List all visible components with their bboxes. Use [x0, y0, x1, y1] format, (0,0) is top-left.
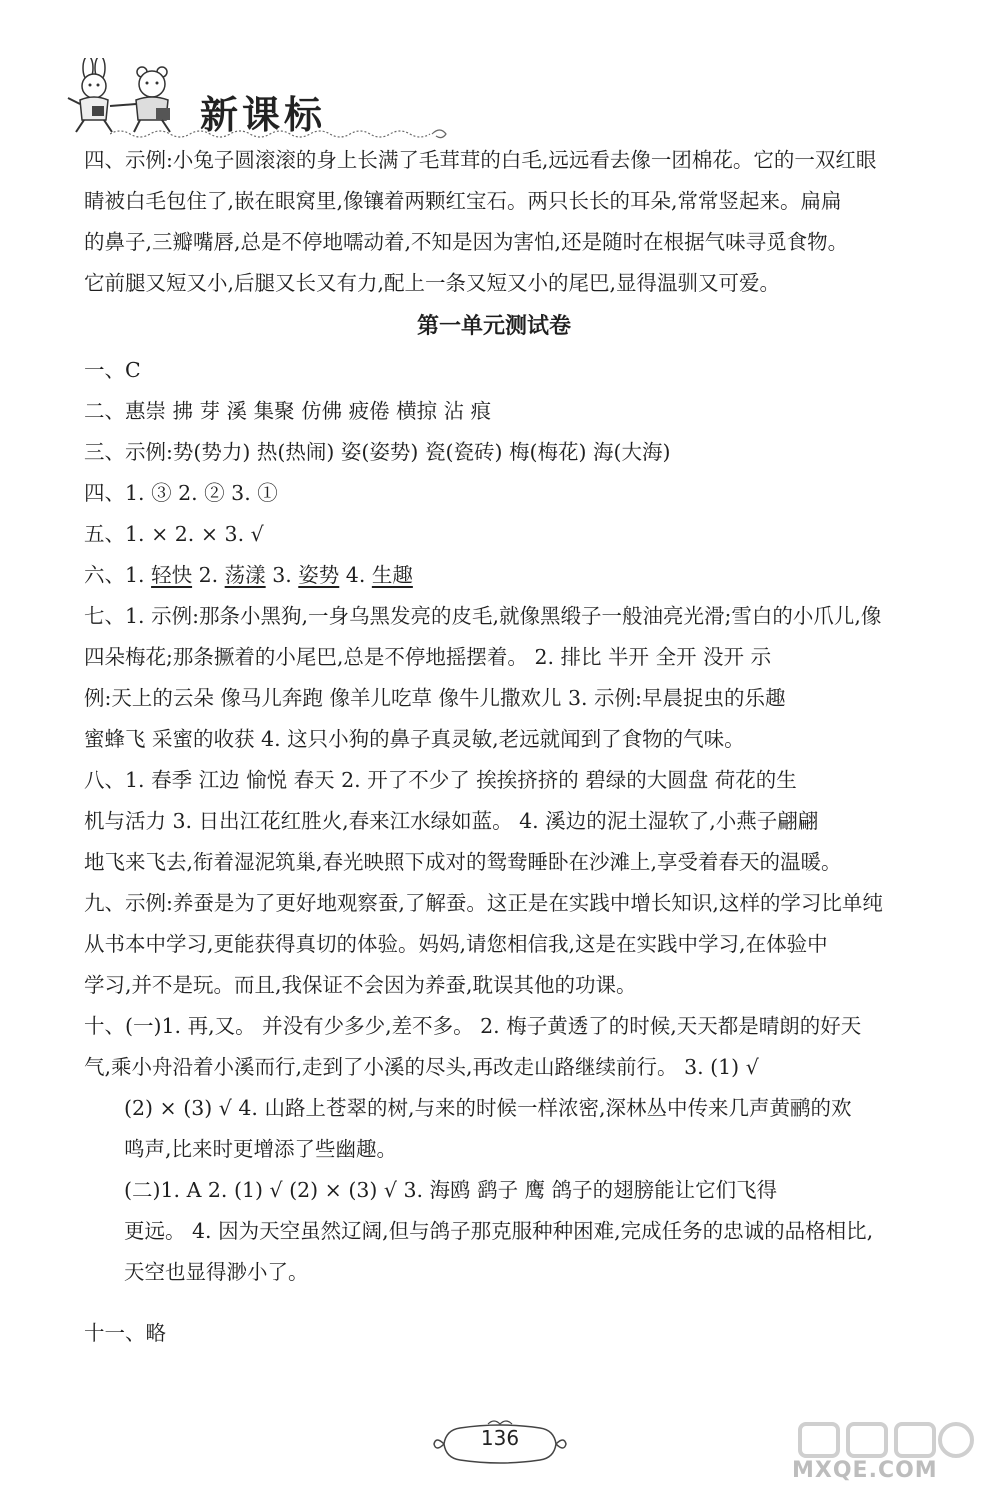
answer-q10a-line: 气,乘小舟沿着小溪而行,走到了小溪的尽头,再改走山路继续前行。 3. (1) √	[84, 1055, 759, 1079]
intro-line: 睛被白毛包住了,嵌在眼窝里,像镶着两颗红宝石。两只长长的耳朵,常常竖起来。扁扁	[84, 189, 842, 213]
intro-line: 的鼻子,三瓣嘴唇,总是不停地嚅动着,不知是因为害怕,还是随时在根据气味寻觅食物。	[84, 230, 849, 254]
q6-sep-3: 3.	[265, 563, 299, 587]
spacer	[84, 1293, 904, 1313]
answer-q11: 十一、略	[84, 1321, 166, 1345]
answer-q10b-line: 更远。 4. 因为天空虽然辽阔,但与鸽子那克服种种困难,完成任务的忠诚的品格相比,	[124, 1219, 874, 1243]
answer-q10b-line: (二)1. A 2. (1) √ (2) × (3) √ 3. 海鸥 鹞子 鹰 鸽子的翅膀能让它们飞得	[124, 1178, 778, 1202]
q6-prefix: 六、1.	[84, 563, 152, 587]
answer-q10a-line: 鸣声,比来时更增添了些幽趣。	[124, 1137, 398, 1161]
page-header	[40, 50, 460, 140]
answer-q8-line: 地飞来飞去,衔着湿泥筑巢,春光映照下成对的鸳鸯睡卧在沙滩上,享受着春天的温暖。	[84, 850, 842, 874]
intro-line: 它前腿又短又小,后腿又长又有力,配上一条又短又小的尾巴,显得温驯又可爱。	[84, 271, 781, 295]
answer-q8-line: 机与活力 3. 日出江花红胜火,春来江水绿如蓝。 4. 溪边的泥土湿软了,小燕子翩翩	[84, 809, 819, 833]
watermark-logo-icon	[790, 1420, 980, 1460]
answer-q9-line: 学习,并不是玩。而且,我保证不会因为养蚕,耽误其他的功课。	[84, 973, 637, 997]
answer-q5: 五、1. × 2. × 3. √	[84, 522, 264, 546]
answer-q10a-line: 十、(一)1. 再,又。 并没有少多少,差不多。 2. 梅子黄透了的时候,天天都是晴朗的好天	[84, 1014, 862, 1038]
answer-q3: 三、示例:势(势力) 热(热闹) 姿(姿势) 瓷(瓷砖) 梅(梅花) 海(大海)	[84, 440, 671, 464]
q6-word-2: 荡漾	[224, 563, 266, 587]
page-number-badge	[430, 1418, 570, 1468]
answer-q7-line: 七、1. 示例:那条小黑狗,一身乌黑发亮的皮毛,就像黑缎子一般油亮光滑;雪白的小爪儿,像	[84, 604, 882, 628]
intro-line: 四、示例:小兔子圆滚滚的身上长满了毛茸茸的白毛,远远看去像一团棉花。它的一双红眼	[84, 148, 877, 172]
watermark-text: MXQE.COM	[792, 1458, 938, 1483]
answer-q8-line: 八、1. 春季 江边 愉悦 春天 2. 开了不少了 挨挨挤挤的 碧绿的大圆盘 荷花的生	[84, 768, 797, 792]
brand-title: 新课标	[200, 93, 327, 137]
section-title: 第一单元测试卷	[416, 314, 571, 339]
answer-q10b-line: 天空也显得渺小了。	[124, 1260, 309, 1284]
site-watermark	[790, 1420, 990, 1484]
q6-sep-4: 4.	[339, 563, 372, 587]
answer-q7-line: 四朵梅花;那条撅着的小尾巴,总是不停地摇摆着。 2. 排比 半开 全开 没开 示	[84, 645, 772, 669]
q6-word-3: 姿势	[298, 563, 340, 587]
q6-word-1: 轻快	[151, 563, 193, 587]
answer-q7-line: 蜜蜂飞 采蜜的收获 4. 这只小狗的鼻子真灵敏,老远就闻到了食物的气味。	[84, 727, 745, 751]
answer-q6	[84, 555, 904, 596]
page-number: 136	[480, 1426, 520, 1450]
q6-sep-2: 2.	[192, 563, 225, 587]
answer-q2: 二、惠崇 拂 芽 溪 集聚 仿佛 疲倦 横掠 沾 痕	[84, 399, 492, 423]
q6-word-4: 生趣	[371, 563, 413, 587]
answer-q9-line: 从书本中学习,更能获得真切的体验。妈妈,请您相信我,这是在实践中学习,在体验中	[84, 932, 828, 956]
answer-q9-line: 九、示例:养蚕是为了更好地观察蚕,了解蚕。这正是在实践中增长知识,这样的学习比单纯	[84, 891, 883, 915]
answer-q4: 四、1. ③ 2. ② 3. ①	[84, 481, 278, 505]
answer-q1: 一、C	[84, 358, 141, 382]
bunny-and-bear-mascot-icon	[50, 58, 200, 138]
answer-q10a-line: (2) × (3) √ 4. 山路上苍翠的树,与来的时候一样浓密,深林丛中传来几声黄鹂的欢	[124, 1096, 852, 1120]
answer-q7-line: 例:天上的云朵 像马儿奔跑 像羊儿吃草 像牛儿撒欢儿 3. 示例:早晨捉虫的乐趣	[84, 686, 786, 710]
answer-content	[84, 140, 904, 1354]
